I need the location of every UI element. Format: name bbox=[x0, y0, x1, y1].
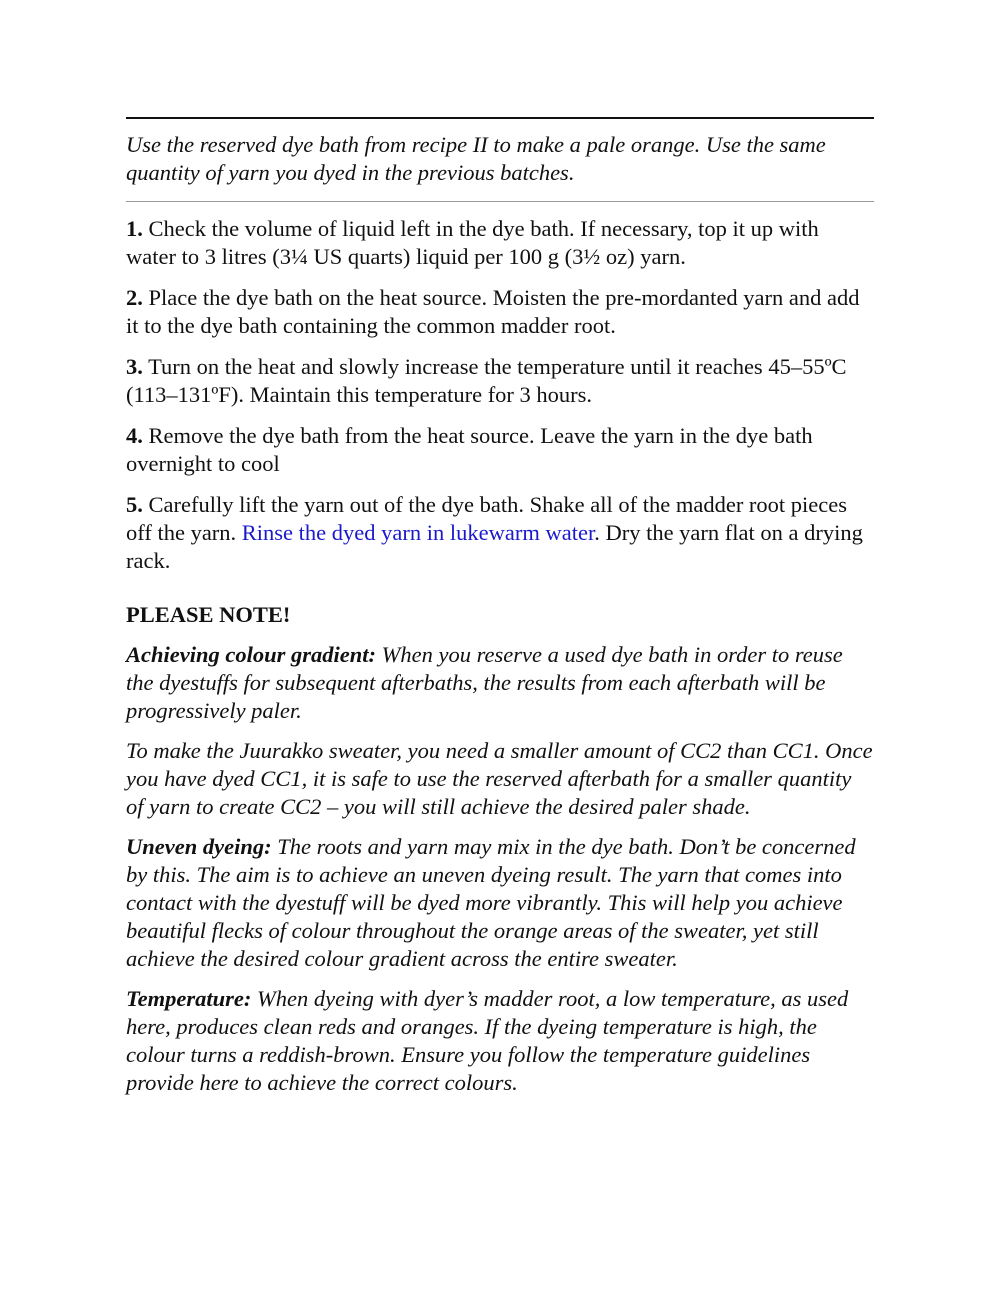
steps-list bbox=[126, 215, 874, 588]
step-text: Check the volume of liquid left in the dye bath. If necessary, top it up with water to 3 litres (3¼ US quarts) liquid per 100 g (3½ oz) yarn. bbox=[126, 216, 819, 269]
step-4 bbox=[126, 422, 874, 478]
step-text: Turn on the heat and slowly increase the temperature until it reaches 45–55ºC (113–131ºF). Maintain this temperature for 3 hours. bbox=[126, 354, 847, 407]
rinse-yarn-link[interactable]: Rinse the dyed yarn in lukewarm water bbox=[241, 520, 595, 545]
top-rule bbox=[126, 117, 874, 119]
note-text: When dyeing with dyer’s madder root, a low temperature, as used here, produces clean reds and oranges. If the dyeing temperature is high, the colour turns a reddish-brown. Ensure you follow the temperature guidelines provide here to achieve the correct colours. bbox=[126, 986, 849, 1095]
note-uneven-dyeing bbox=[126, 833, 874, 973]
note-heading: PLEASE NOTE! bbox=[126, 602, 291, 627]
note-label: Achieving colour gradient: bbox=[126, 642, 377, 667]
step-text: Carefully lift the yarn out of the dye bath. Shake all of the madder root pieces off the yarn. bbox=[126, 492, 848, 545]
note-juurakko bbox=[126, 737, 874, 821]
note-colour-gradient bbox=[126, 641, 874, 725]
note-text: To make the Juurakko sweater, you need a smaller amount of CC2 than CC1. Once you have dyed CC1, it is safe to use the reserved afterbath for a smaller quantity of yarn to create CC2 – you will still achieve the desired paler shade. bbox=[126, 738, 873, 819]
step-5 bbox=[126, 491, 874, 575]
step-text: Remove the dye bath from the heat source. Leave the yarn in the dye bath overnight to cool bbox=[126, 423, 813, 476]
step-1 bbox=[126, 215, 874, 271]
section-divider bbox=[126, 201, 874, 202]
step-text: . Dry the yarn flat on a drying rack. bbox=[126, 520, 863, 573]
step-number: 4. bbox=[126, 423, 143, 448]
step-text: Place the dye bath on the heat source. Moisten the pre-mordanted yarn and add it to the dye bath containing the common madder root. bbox=[126, 285, 860, 338]
notes-list bbox=[126, 641, 874, 1109]
step-number: 1. bbox=[126, 216, 143, 241]
step-number: 2. bbox=[126, 285, 143, 310]
note-label: Uneven dyeing: bbox=[126, 834, 272, 859]
note-text: When you reserve a used dye bath in order to reuse the dyestuffs for subsequent afterbaths, the results from each afterbath will be progressively paler. bbox=[126, 642, 843, 723]
step-3 bbox=[126, 353, 874, 409]
note-temperature bbox=[126, 985, 874, 1097]
intro-text: Use the reserved dye bath from recipe II to make a pale orange. Use the same quantity of yarn you dyed in the previous batches. bbox=[126, 132, 826, 185]
step-number: 3. bbox=[126, 354, 143, 379]
step-2 bbox=[126, 284, 874, 340]
step-number: 5. bbox=[126, 492, 143, 517]
note-label: Temperature: bbox=[126, 986, 252, 1011]
note-text: The roots and yarn may mix in the dye bath. Don’t be concerned by this. The aim is to achieve an uneven dyeing result. The yarn that comes into contact with the dyestuff will be dyed more vibrantly. This will help you achieve beautiful flecks of colour throughout the orange areas of the sweater, yet still achieve the desired colour gradient across the entire sweater. bbox=[126, 834, 856, 971]
